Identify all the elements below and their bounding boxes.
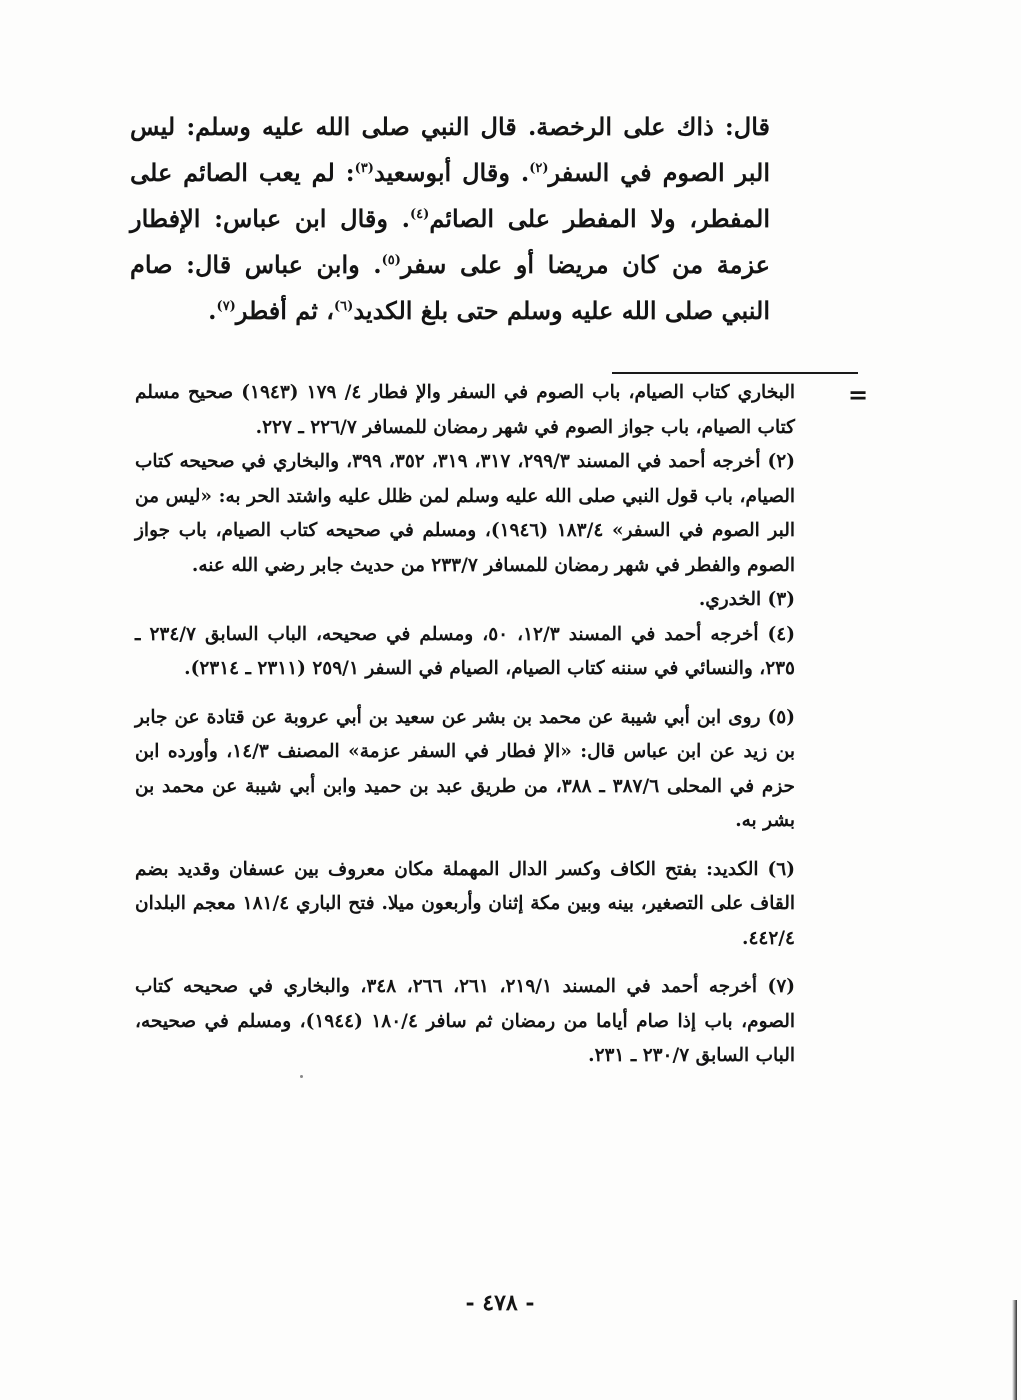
footnote-marker-7: (٧) xyxy=(216,299,236,314)
text-segment: . وقال ابن عباس: الإفطار عزمة من كان مريضا xyxy=(130,204,771,279)
footnote-3: (٣) الخدري. xyxy=(698,589,795,610)
text-segment: . xyxy=(208,296,217,325)
footnote-4: (٤) أخرجه أحمد في المسند ١٢/٣، ٥٠، ومسلم في صحيحه، الباب السابق ٢٣٤/٧ ـ ٢٣٥، والنسائي في سننه كتاب الصيام، الصيام في السفر ٢٥٩/١ (٢٣١١ ـ ٢٣١٤). xyxy=(135,623,795,679)
footnote-2: (٢) أخرجه أحمد في المسند ٢٩٩/٣، ٣١٧، ٣١٩، ٣٥٢، ٣٩٩، والبخاري في صحيحه كتاب الصيام، باب قول النبي صلى الله عليه وسلم لمن ظلل عليه واشتد الحر به: «ليس من البر الصوم في السفر» ١٨٣/٤ (١٩٤٦)، ومسلم في صحيحه كتاب الصيام، باب جواز الصوم والفطر في شهر رمضان للمسافر ٢٣٣/٧ من حديث جابر رضي الله عنه. xyxy=(135,451,795,576)
main-line-1: قال: ذاك على الرخصة. قال النبي صلى الله عليه وسلم: ليس البر xyxy=(130,112,771,187)
footnote-marker-4: (٤) xyxy=(410,207,430,222)
text-segment: حتى بلغ الكديد xyxy=(353,296,499,325)
text-segment: . وقال أبوسعيد xyxy=(373,158,530,187)
page-number: - ٤٧٨ - xyxy=(465,1290,535,1316)
footnote-marker-5: (٥) xyxy=(381,253,401,268)
text-segment: : لم يعب الصائم على المفطر، ولا xyxy=(130,158,771,233)
footnote-separator xyxy=(612,372,858,374)
footnote-1-continued: البخاري كتاب الصيام، باب الصوم في السفر والإ فطار ٤/ ١٧٩ (١٩٤٣) صحيح مسلم كتاب الصيام، باب جواز الصوم في شهر رمضان للمسافر ٢٢٦/٧ ـ ٢٢٧. xyxy=(135,382,795,438)
text-segment: . وابن عباس قال: صام النبي صلى الله عليه وسلم xyxy=(130,250,770,325)
footnotes-section xyxy=(135,376,795,1074)
continuation-mark: = xyxy=(848,380,869,409)
footnote-marker-2: (٢) xyxy=(529,161,549,176)
main-paragraph xyxy=(130,104,770,334)
footnote-5: (٥) روى ابن أبي شيبة عن محمد بن بشر عن سعيد بن أبي عروبة عن قتادة عن جابر بن زيد عن ابن عباس قال: «الإ فطار في السفر عزمة» المصنف ١٤/٣، وأورده ابن حزم في المحلى ٣٨٧/٦ ـ ٣٨٨، من طريق عبد بن حميد وابن أبي شيبة عن محمد بن بشر به. xyxy=(135,706,796,831)
footnote-marker-6: (٦) xyxy=(334,299,354,314)
footnote-6: (٦) الكديد: بفتح الكاف وكسر الدال المهملة مكان معروف بين عسفان وقديد بضم القاف على التصغير، بينه وبين مكة إثنان وأربعون ميلا. فتح الباري ١٨١/٤ معجم البلدان ٤٤٢/٤. xyxy=(135,858,796,949)
scan-speck xyxy=(300,1075,303,1078)
main-text xyxy=(130,104,770,334)
text-segment: أو على سفر xyxy=(400,250,535,279)
text-segment: المفطر على الصائم xyxy=(429,204,637,233)
text-segment: ، ثم أفطر xyxy=(235,296,335,325)
text-segment: الصوم في السفر xyxy=(548,158,725,187)
main-line-5 xyxy=(208,296,498,325)
scan-edge-shadow xyxy=(1012,1300,1017,1400)
footnote-7: (٧) أخرجه أحمد في المسند ٢١٩/١، ٢٦١، ٢٦٦، ٣٤٨، والبخاري في صحيحه كتاب الصوم، باب إذا صام أياما من رمضان ثم سافر ١٨٠/٤ (١٩٤٤)، ومسلم في صحيحه، الباب السابق ٢٣٠/٧ ـ ٢٣١. xyxy=(135,976,796,1066)
footnote-marker-3: (٣) xyxy=(354,161,374,176)
